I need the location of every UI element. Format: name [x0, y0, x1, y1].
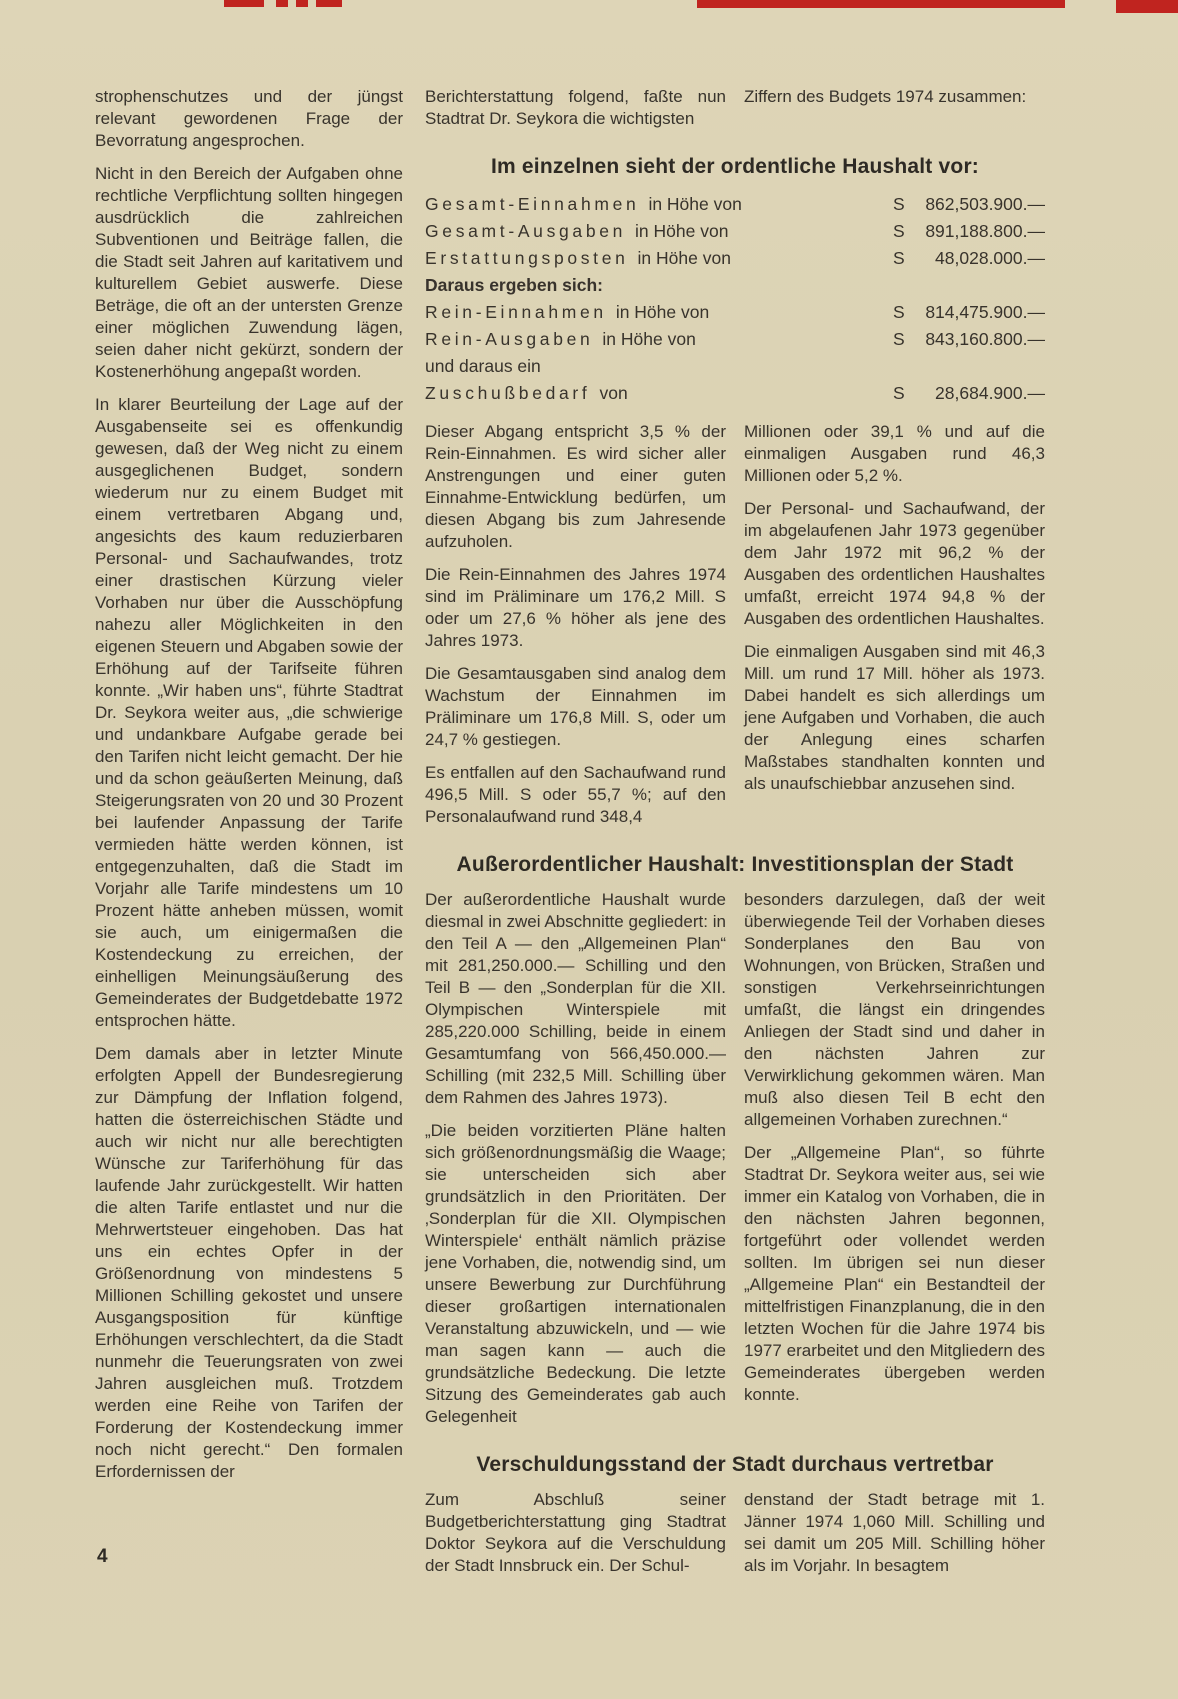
paragraph: Millionen oder 39,1 % und auf die einmaligen Ausgaben rund 46,3 Millionen oder 5,2 %. — [744, 422, 1045, 485]
section-heading-verschuldungsstand: Verschuldungsstand der Stadt durchaus vertretbar — [476, 1453, 994, 1476]
budget-subheading: Daraus ergeben sich: — [425, 275, 603, 295]
budget-row-label: Erstattungsposten — [425, 248, 629, 268]
currency-symbol: S — [893, 221, 905, 241]
budget-row — [425, 245, 1045, 272]
registration-mark — [224, 0, 264, 7]
paragraph: Die Rein-Einnahmen des Jahres 1974 sind im Präliminare um 176,2 Mill. S oder um 27,6 % höher als jene des Jahres 1973. — [425, 565, 726, 650]
paragraph: Der Personal- und Sachaufwand, der im abgelaufenen Jahr 1973 gegenüber dem Jahr 1972 mit 96,2 % der Ausgaben des ordentlichen Haushaltes umfaßt, erreicht 1974 94,8 % der Ausgaben des ordentlichen Haushaltes. — [744, 499, 1045, 628]
paragraph: Der „Allgemeine Plan“, so führte Stadtrat Dr. Seykora weiter aus, sei wie immer ein Katalog von Vorhaben, die in den nächsten Jahren begonnen, fortgeführt oder vollendet werden sollten. Im übrigen sei nun dieser „Allgemeine Plan“ ein Bestandteil der mittelfristigen Finanzplanung, die in den letzten Wochen für die Jahre 1974 bis 1977 erarbeitet und den Mitgliedern des Gemeinderates übergeben werden konnte. — [744, 1143, 1045, 1404]
budget-row-label: Rein-Ausgaben — [425, 329, 594, 349]
currency-symbol: S — [893, 248, 905, 268]
paragraph: Berichterstattung folgend, faßte nun Stadtrat Dr. Seykora die wichtigsten — [425, 87, 726, 128]
section-ordentlicher-haushalt — [425, 421, 1045, 839]
budget-row-suffix: in Höhe von — [615, 302, 710, 322]
budget-row-suffix: in Höhe von — [635, 221, 729, 241]
budget-row-amount: 28,684.900.— — [935, 383, 1045, 403]
paragraph: Dieser Abgang entspricht 3,5 % der Rein-Einnahmen. Es wird sicher aller Anstrengungen und einer guten Einnahme-Entwicklung bedürfen, um diesen Abgang bis zum Jahresende aufzuholen. — [425, 422, 726, 551]
paragraph: strophenschutzes und der jüngst relevant gewordenen Frage der Bevorratung angesprochen. — [95, 87, 403, 150]
registration-mark — [697, 0, 1065, 8]
paragraph: Ziffern des Budgets 1974 zusammen: — [744, 87, 1027, 106]
budget-table — [425, 191, 1045, 407]
paragraph: besonders darzulegen, daß der weit überwiegende Teil der Vorhaben dieses Sonderplanes den Bau von Wohnungen, von Brücken, Straßen und sonstigen Verkehrseinrichtungen umfaßt, die längst ein dringendes Anliegen der Stadt sind und daher in den nächsten Jahren zur Verwirklichung gekommen wären. Man muß also diesen Teil B echt den allgemeinen Vorhaben zurechnen.“ — [744, 890, 1045, 1129]
budget-row-suffix: in Höhe von — [602, 329, 696, 349]
currency-symbol: S — [893, 302, 905, 322]
section-heading-ausserordentlicher-haushalt: Außerordentlicher Haushalt: Investitionsplan der Stadt — [456, 853, 1014, 876]
paragraph: Dem damals aber in letzter Minute erfolgten Appell der Bundesregierung zur Dämpfung der Inflation folgend, hatten die österreichischen Städte und auch wir nicht nur alle berechtigten Wünsche zur Tariferhöhung für das laufende Jahr zurückgestellt. Wir hatten die alten Tarife entlastet und nur die Mehrwertsteuer eingehoben. Das hat uns ein echtes Opfer in der Größenordnung von mindestens 5 Millionen Schilling gekostet und unsere Ausgangsposition für künftige Erhöhungen verschlechtert, da die Stadt nunmehr die Teuerungsraten von zwei Jahren ausgleichen muß. Trotzdem werden eine Reihe von Tarifen der Forderung der Kostendeckung immer noch nicht gerecht.“ Den formalen Erfordernissen der — [95, 1044, 403, 1481]
intro-row — [425, 86, 1045, 141]
budget-row-amount: 814,475.900.— — [925, 302, 1045, 322]
budget-row-label: Gesamt-Einnahmen — [425, 194, 640, 214]
budget-row-amount: 862,503.900.— — [925, 194, 1045, 214]
budget-row — [425, 326, 1045, 353]
registration-mark — [1116, 0, 1178, 13]
main-column — [425, 86, 1045, 1588]
budget-row — [425, 299, 1045, 326]
left-column — [95, 86, 403, 1588]
budget-row-amount: 843,160.800.— — [925, 329, 1045, 349]
budget-row-label: Rein-Einnahmen — [425, 302, 607, 322]
paragraph: denstand der Stadt betrage mit 1. Jänner 1974 1,060 Mill. Schilling und sei damit um 205 Mill. Schilling höher als im Vorjahr. In besagtem — [744, 1490, 1045, 1575]
paragraph: Die einmaligen Ausgaben sind mit 46,3 Mill. um rund 17 Mill. höher als 1973. Dabei handelt es sich allerdings um jene Aufgaben und Vorhaben, die auch der Anlegung eines scharfen Maßstabes standhalten konnten und als unaufschiebbar anzusehen sind. — [744, 642, 1045, 793]
section-ausserordentlicher-haushalt — [425, 889, 1045, 1439]
paragraph: Es entfallen auf den Sachaufwand rund 496,5 Mill. S oder 55,7 %; auf den Personalaufwand rund 348,4 — [425, 763, 726, 826]
section-heading-ordentlicher-haushalt: Im einzelnen sieht der ordentliche Haushalt vor: — [490, 155, 980, 178]
paragraph: „Die beiden vorzitierten Pläne halten sich größenordnungsmäßig die Waage; sie unterscheiden sich aber grundsätzlich in den Prioritäten. Der ‚Sonderplan für die XII. Olympischen Winterspiele‘ enthält nämlich präzise jene Vorhaben, die, notwendig sind, um unsere Bewerbung zur Durchführung dieser großartigen internationalen Veranstaltung abzuwickeln, und — wie man sagen kann — auch die grundsätzliche Bedeckung. Die letzte Sitzung des Gemeinderates gab auch Gelegenheit — [425, 1121, 726, 1426]
currency-symbol: S — [893, 194, 905, 214]
paragraph: Der außerordentliche Haushalt wurde diesmal in zwei Abschnitte gegliedert: in den Teil A — den „Allgemeinen Plan“ mit 281,250.000.— Schilling und den Teil B — den „Sonderplan für die XII. Olympischen Winterspiele mit 285,220.000 Schilling, beide in einem Gesamtumfang von 566,450.000.— Schilling (mit 232,5 Mill. Schilling über dem Rahmen des Jahres 1973). — [425, 890, 726, 1107]
budget-row-suffix: von — [599, 383, 628, 403]
section-verschuldungsstand — [425, 1489, 1045, 1588]
budget-row-suffix: in Höhe von — [637, 248, 731, 268]
page-content — [95, 86, 1045, 1588]
paragraph: Zum Abschluß seiner Budgetberichterstattung ging Stadtrat Doktor Seykora auf die Verschuldung der Stadt Innsbruck ein. Der Schul- — [425, 1490, 726, 1575]
registration-mark — [296, 0, 308, 7]
budget-row — [425, 380, 1045, 407]
currency-symbol: S — [893, 383, 905, 403]
budget-row-label: Gesamt-Ausgaben — [425, 221, 627, 241]
budget-row — [425, 191, 1045, 218]
registration-mark — [276, 0, 288, 7]
budget-row-label: Zuschußbedarf — [425, 383, 591, 403]
page-number: 4 — [97, 1546, 108, 1567]
registration-mark — [316, 0, 342, 7]
paragraph: In klarer Beurteilung der Lage auf der Ausgabenseite sei es offenkundig gewesen, daß der Weg nicht zu einem ausgeglichenen Budget, sondern wiederum nur zu einem Budget mit einem vertretbaren Abgang und, angesichts des kaum reduzierbaren Personal- und Sachaufwandes, trotz einer drastischen Kürzung vieler Vorhaben nur über die Ausschöpfung nahezu aller Möglichkeiten in den eigenen Steuern und Abgaben sowie der Erhöhung auf der Tarifseite führen konnte. „Wir haben uns“, führte Stadtrat Dr. Seykora weiter aus, „die schwierige und undankbare Aufgabe gerade bei den Tarifen nicht leicht gemacht. Der hie und da schon geäußerten Meinung, daß Steigerungsraten von 20 und 30 Prozent bei laufender Anpassung der Tarife vermieden hätte werden können, ist entgegenzuhalten, daß die Stadt im Vorjahr alle Tarife mindestens um 10 Prozent hätte anheben müssen, womit sie auch, um einigermaßen die Kostendeckung zu erreichen, der einhelligen Meinungsäußerung des Gemeinderates der Budgetdebatte 1972 entsprochen hätte. — [95, 395, 403, 1030]
budget-note: und daraus ein — [425, 356, 541, 376]
paragraph: Die Gesamtausgaben sind analog dem Wachstum der Einnahmen im Präliminare um 176,8 Mill. S, oder um 24,7 % gestiegen. — [425, 664, 726, 749]
budget-row-amount: 891,188.800.— — [925, 221, 1045, 241]
currency-symbol: S — [893, 329, 905, 349]
budget-row-suffix: in Höhe von — [648, 194, 742, 214]
paragraph: Nicht in den Bereich der Aufgaben ohne rechtliche Verpflichtung sollten hingegen ausdrücklich die zahlreichen Subventionen und Beiträge fallen, die die Stadt seit Jahren auf karitativem und kulturellem Gebiet auswerfe. Diese Beträge, die oft an der untersten Grenze einer möglichen Zuwendung lägen, seien daher nicht gekürzt, sondern der Kostenerhöhung angepaßt worden. — [95, 164, 403, 381]
budget-row-amount: 48,028.000.— — [935, 248, 1045, 268]
budget-row — [425, 218, 1045, 245]
